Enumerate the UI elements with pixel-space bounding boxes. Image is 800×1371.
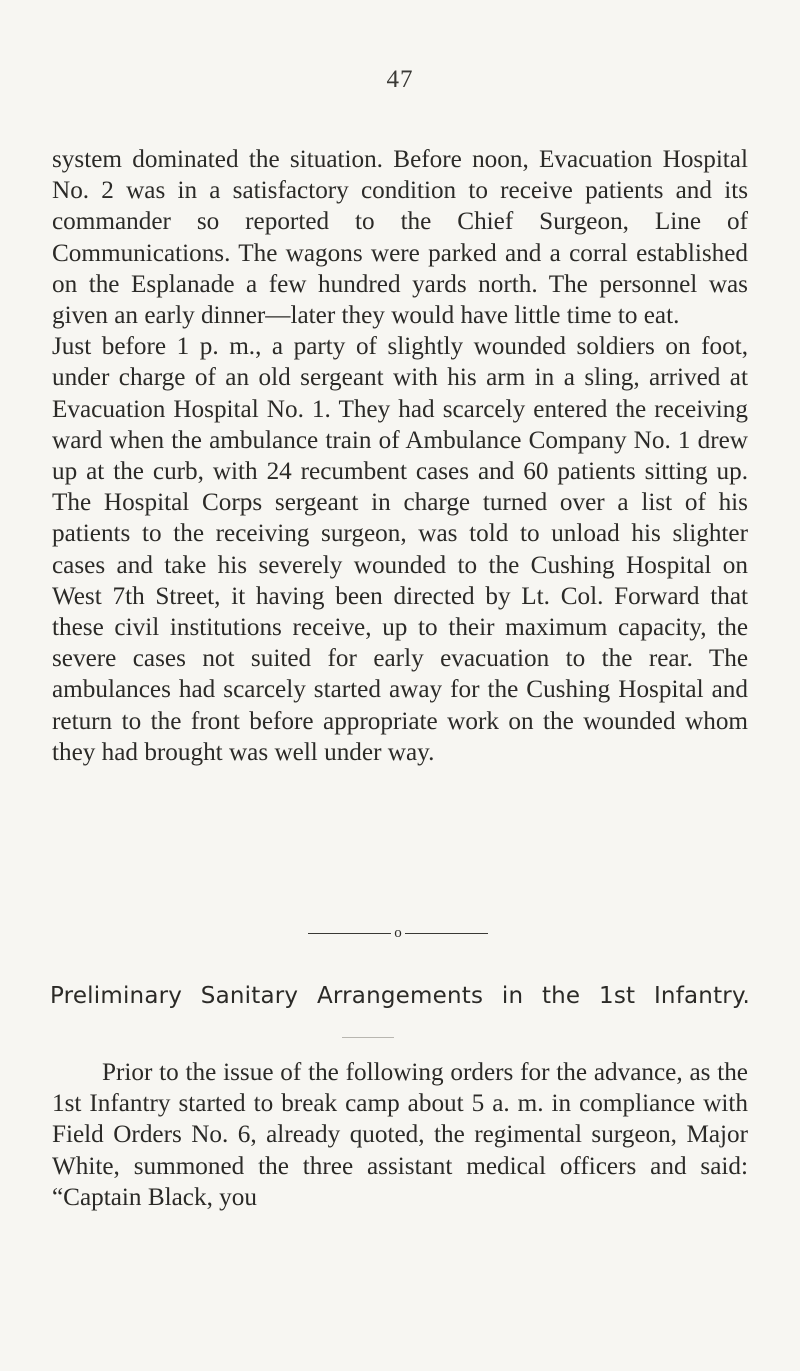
divider-rule-left [308, 933, 391, 934]
heading-underline-rule [342, 1037, 394, 1038]
section-heading: Preliminary Sanitary Arrangements in the 1st Infantry. [50, 983, 750, 1009]
paragraph: system dominated the situation. Before noon, Evacuation Hospital No. 2 was in a satisfactory condition to receive patients and its commander so reported to the Chief Surgeon, Line of Communications. The wagons were parked and a corral established on the Esplanade a few hundred yards north. The personnel was given an early dinner—later they would have little time to eat. [52, 146, 748, 330]
paragraph: Just before 1 p. m., a party of slightly wounded soldiers on foot, under charge of an old sergeant with his arm in a sling, arrived at Evacuation Hospital No. 1. They had scarcely entered the receiving ward when the ambulance train of Ambulance Company No. 1 drew up at the curb, with 24 recumbent cases and 60 patients sitting up. The Hospital Corps sergeant in charge turned over a list of his patients to the receiving surgeon, was told to unload his slighter cases and take his severely wounded to the Cushing Hospital on West 7th Street, it having been directed by Lt. Col. Forward that these civil institutions receive, up to their maximum capacity, the severe cases not suited for early evacuation to the rear. The ambulances had scarcely started away for the Cushing Hospital and return to the front before appropriate work on the wounded whom they had brought was well under way. [52, 333, 748, 766]
divider-mark: o [394, 924, 402, 941]
paragraph: Prior to the issue of the following orders for the advance, as the 1st Infantry started to break camp about 5 a. m. in compliance with Field Orders No. 6, already quoted, the regimental surgeon, Major White, summoned the three assistant medical officers and said: “Captain Black, you [52, 1059, 748, 1211]
page-number: 47 [386, 66, 414, 93]
body-text-block [52, 144, 748, 768]
body-text-block [52, 1057, 748, 1213]
divider-rule-right [405, 933, 488, 934]
section-divider [308, 923, 488, 943]
